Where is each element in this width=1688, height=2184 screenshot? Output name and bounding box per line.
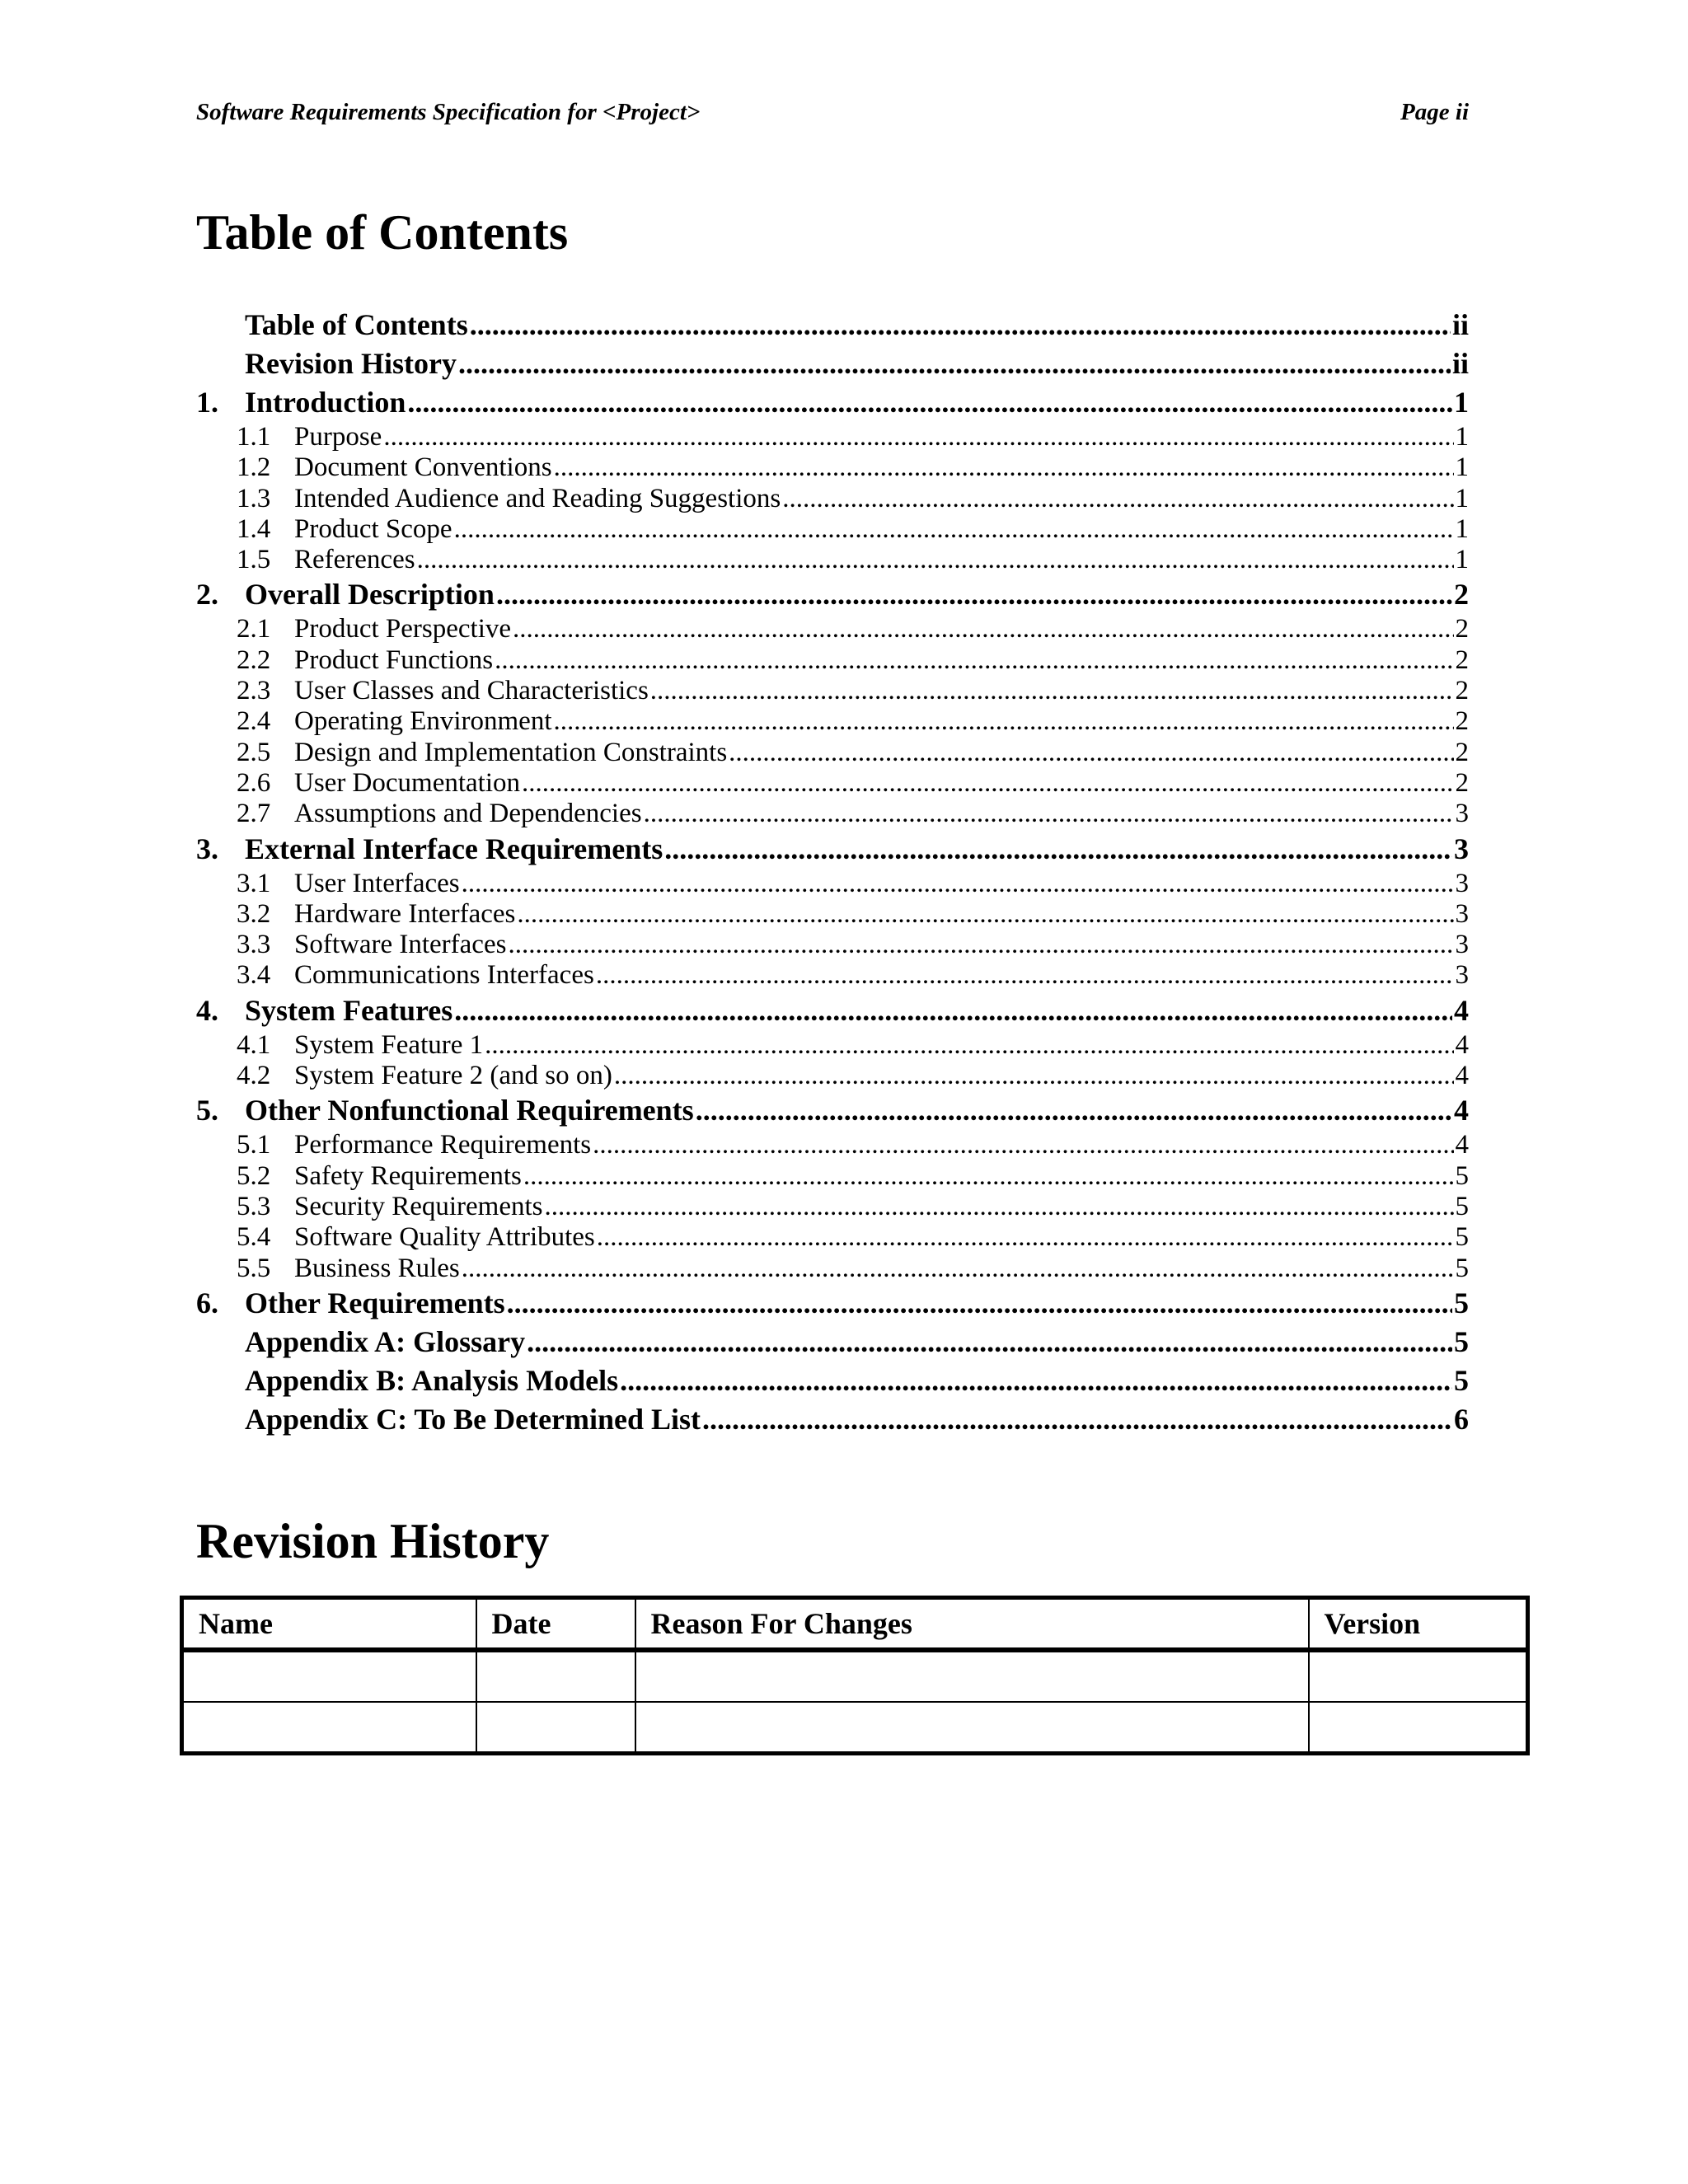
toc-entry-page: 5 [1455,1222,1469,1253]
column-header-date: Date [476,1598,635,1651]
table-cell [635,1702,1309,1753]
toc-dot-leader [454,514,1454,545]
toc-entry-label: References [294,545,415,575]
toc-entry-page: 2 [1455,767,1469,798]
toc-entry-label: Purpose [294,422,382,452]
toc-entry-number: 1.4 [237,513,271,544]
toc-dot-leader [545,1192,1454,1222]
toc-dot-leader [458,344,1451,383]
toc-entry-label: Other Requirements [245,1286,505,1319]
table-row [182,1702,1528,1753]
toc-entry-label: Introduction [245,386,406,419]
toc-dot-leader [508,930,1453,960]
toc-entry-page: 3 [1455,960,1469,991]
toc-entry-page: 2 [1455,676,1469,706]
toc-dot-leader [513,614,1453,644]
toc-entry[interactable] [196,452,1469,483]
toc-entry[interactable] [196,514,1469,545]
toc-entry[interactable] [196,575,1469,614]
toc-entry-number: 2.7 [237,799,271,829]
toc-entry[interactable] [196,614,1469,644]
toc-entry[interactable] [196,645,1469,676]
toc-dot-leader [462,869,1454,899]
toc-entry-page: 3 [1454,832,1469,865]
toc-dot-leader [517,899,1453,930]
toc-entry[interactable] [196,799,1469,829]
toc-dot-leader [507,1284,1452,1323]
toc-entry[interactable] [196,930,1469,960]
toc-entry-label: Software Interfaces [294,930,507,960]
toc-entry-page: 5 [1455,1253,1469,1283]
toc-entry-number: 5.1 [237,1130,271,1160]
table-header-row [182,1598,1528,1651]
toc-dot-leader [454,991,1452,1030]
toc-entry-page: ii [1451,308,1469,341]
toc-entry-label: Appendix B: Analysis Models [245,1363,619,1397]
toc-dot-leader [650,676,1454,706]
toc-entry-label: Software Quality Attributes [294,1222,595,1253]
toc-entry-number: 1.2 [237,452,271,483]
toc-entry-label: User Interfaces [294,868,460,898]
toc-dot-leader [696,1091,1452,1130]
toc-entry[interactable] [196,306,1469,344]
toc-entry-label: Appendix C: To Be Determined List [245,1402,701,1436]
toc-dot-leader [702,1400,1452,1439]
page-header [196,99,1469,132]
toc-dot-leader [620,1361,1452,1400]
toc-entry-label: Revision History [245,347,457,380]
toc-entry[interactable] [196,1091,1469,1130]
table-cell [635,1650,1309,1702]
toc-entry-page: 6 [1454,1402,1469,1436]
toc-entry-label: System Features [245,993,453,1027]
toc-entry-label: Product Perspective [294,614,512,644]
toc-entry-page: 4 [1455,1061,1469,1091]
toc-dot-leader [470,306,1451,344]
toc-dot-leader [496,575,1452,614]
toc-dot-leader [593,1130,1453,1160]
toc-entry-page: 2 [1455,706,1469,737]
toc-entry-label: System Feature 2 (and so on) [294,1061,612,1091]
table-cell [476,1650,635,1702]
toc-entry-number: 5.3 [237,1191,271,1221]
column-header-name: Name [182,1598,476,1651]
toc-entry-page: 5 [1454,1363,1469,1397]
toc-dot-leader [407,383,1452,422]
toc-entry-label: Appendix A: Glossary [245,1324,526,1358]
toc-entry-page: 1 [1455,483,1469,513]
toc-entry-page: 4 [1454,1094,1469,1127]
toc-entry-label: Business Rules [294,1253,460,1283]
toc-entry-number: 2.4 [237,706,271,737]
toc-entry-label: Document Conventions [294,452,552,483]
toc-entry[interactable] [196,991,1469,1030]
toc-entry-page: 3 [1455,898,1469,929]
toc-entry[interactable] [196,768,1469,799]
toc-entry-number: 6. [196,1286,218,1319]
toc-entry-page: 2 [1455,644,1469,675]
toc-entry-label: Operating Environment [294,706,552,737]
toc-entry[interactable] [196,676,1469,706]
toc-entry-label: Design and Implementation Constraints [294,737,728,767]
toc-entry[interactable] [196,484,1469,514]
toc-entry-number: 5.4 [237,1222,271,1253]
toc-entry-number: 4.2 [237,1061,271,1091]
toc-entry-label: Product Scope [294,513,452,544]
toc-entry[interactable] [196,1254,1469,1284]
toc-entry-label: Performance Requirements [294,1130,592,1160]
toc-dot-leader [462,1254,1454,1284]
toc-entry[interactable] [196,422,1469,452]
toc-entry-page: 2 [1455,737,1469,767]
toc-entry-page: 2 [1455,614,1469,644]
column-header-reason: Reason For Changes [635,1598,1309,1651]
toc-entry-number: 5.2 [237,1160,271,1191]
toc-entry[interactable] [196,545,1469,575]
toc-entry-page: 3 [1455,799,1469,829]
toc-entry-page: 5 [1455,1160,1469,1191]
toc-dot-leader [554,706,1454,737]
toc-entry-number: 3.3 [237,930,271,960]
table-cell [476,1702,635,1753]
header-page-number: Page ii [1400,99,1469,125]
toc-entry[interactable] [196,706,1469,737]
toc-entry-number: 2.2 [237,644,271,675]
toc-entry-label: Security Requirements [294,1191,543,1221]
toc-entry-label: Product Functions [294,644,494,675]
toc-dot-leader [522,768,1453,799]
toc-entry-page: 5 [1455,1191,1469,1221]
toc-dot-leader [614,1061,1454,1091]
toc-entry-number: 2.6 [237,767,271,798]
toc-dot-leader [664,830,1452,869]
toc-heading: Table of Contents [196,205,569,260]
toc-entry-page: 1 [1455,545,1469,575]
toc-entry-number: 3.1 [237,868,271,898]
toc-entry[interactable] [196,830,1469,869]
toc-entry-page: 1 [1455,513,1469,544]
toc-entry-number: 4. [196,993,218,1027]
table-of-contents [196,306,1469,1439]
toc-entry-label: Intended Audience and Reading Suggestions [294,483,781,513]
toc-entry-number: 3.4 [237,960,271,991]
toc-entry-page: 1 [1454,386,1469,419]
toc-dot-leader [495,645,1453,676]
toc-entry-label: Table of Contents [245,308,468,341]
toc-entry[interactable] [196,1192,1469,1222]
toc-entry-page: 3 [1455,868,1469,898]
toc-entry-number: 1.5 [237,545,271,575]
toc-dot-leader [729,738,1453,768]
toc-dot-leader [383,422,1453,452]
toc-entry[interactable] [196,1222,1469,1253]
toc-dot-leader [597,1222,1454,1253]
toc-dot-leader [596,960,1454,991]
toc-entry-number: 3. [196,832,218,865]
toc-entry-page: 5 [1454,1286,1469,1319]
toc-entry-label: Communications Interfaces [294,960,594,991]
toc-dot-leader [523,1161,1454,1192]
revision-history-table [180,1596,1530,1755]
toc-entry-number: 1. [196,386,218,419]
toc-entry[interactable] [196,960,1469,991]
toc-entry-number: 3.2 [237,898,271,929]
toc-entry-number: 2. [196,578,218,612]
toc-entry-label: Assumptions and Dependencies [294,799,642,829]
toc-entry-page: 3 [1455,930,1469,960]
toc-entry[interactable] [196,869,1469,899]
toc-entry[interactable] [196,1130,1469,1160]
toc-entry-number: 1.1 [237,422,271,452]
toc-dot-leader [485,1030,1453,1061]
toc-entry-page: 4 [1455,1130,1469,1160]
toc-entry-label: System Feature 1 [294,1029,484,1060]
table-cell [1309,1702,1528,1753]
toc-entry-page: 4 [1455,1029,1469,1060]
toc-entry-page: 4 [1454,993,1469,1027]
toc-entry-number: 5. [196,1094,218,1127]
toc-dot-leader [554,452,1454,483]
toc-entry[interactable] [196,1161,1469,1192]
table-cell [182,1650,476,1702]
toc-entry[interactable] [196,1323,1469,1361]
toc-entry-number: 1.3 [237,483,271,513]
toc-entry[interactable] [196,738,1469,768]
toc-dot-leader [782,484,1453,514]
toc-entry-page: ii [1451,347,1469,380]
revision-history-heading: Revision History [196,1514,550,1568]
toc-entry-label: External Interface Requirements [245,832,663,865]
toc-dot-leader [644,799,1454,829]
toc-entry-page: 1 [1455,422,1469,452]
toc-entry[interactable] [196,1061,1469,1091]
header-document-title: Software Requirements Specification for <Project> [196,99,701,125]
toc-entry-number: 2.5 [237,737,271,767]
toc-dot-leader [417,545,1454,575]
toc-entry-label: Other Nonfunctional Requirements [245,1094,694,1127]
toc-entry-number: 2.1 [237,614,271,644]
toc-entry-page: 1 [1455,452,1469,483]
table-cell [1309,1650,1528,1702]
toc-entry[interactable] [196,1030,1469,1061]
toc-entry-page: 5 [1454,1324,1469,1358]
toc-entry[interactable] [196,1400,1469,1439]
toc-entry-number: 2.3 [237,676,271,706]
toc-entry-number: 5.5 [237,1253,271,1283]
toc-dot-leader [527,1323,1452,1361]
toc-entry-label: Hardware Interfaces [294,898,516,929]
column-header-version: Version [1309,1598,1528,1651]
toc-entry-label: Safety Requirements [294,1160,522,1191]
toc-entry-number: 4.1 [237,1029,271,1060]
toc-entry[interactable] [196,344,1469,383]
toc-entry-label: User Classes and Characteristics [294,676,649,706]
toc-entry[interactable] [196,1284,1469,1323]
toc-entry-label: User Documentation [294,767,521,798]
toc-entry[interactable] [196,899,1469,930]
table-cell [182,1702,476,1753]
toc-entry[interactable] [196,1361,1469,1400]
table-row [182,1650,1528,1702]
toc-entry-label: Overall Description [245,578,495,612]
toc-entry-page: 2 [1454,578,1469,612]
toc-entry[interactable] [196,383,1469,422]
